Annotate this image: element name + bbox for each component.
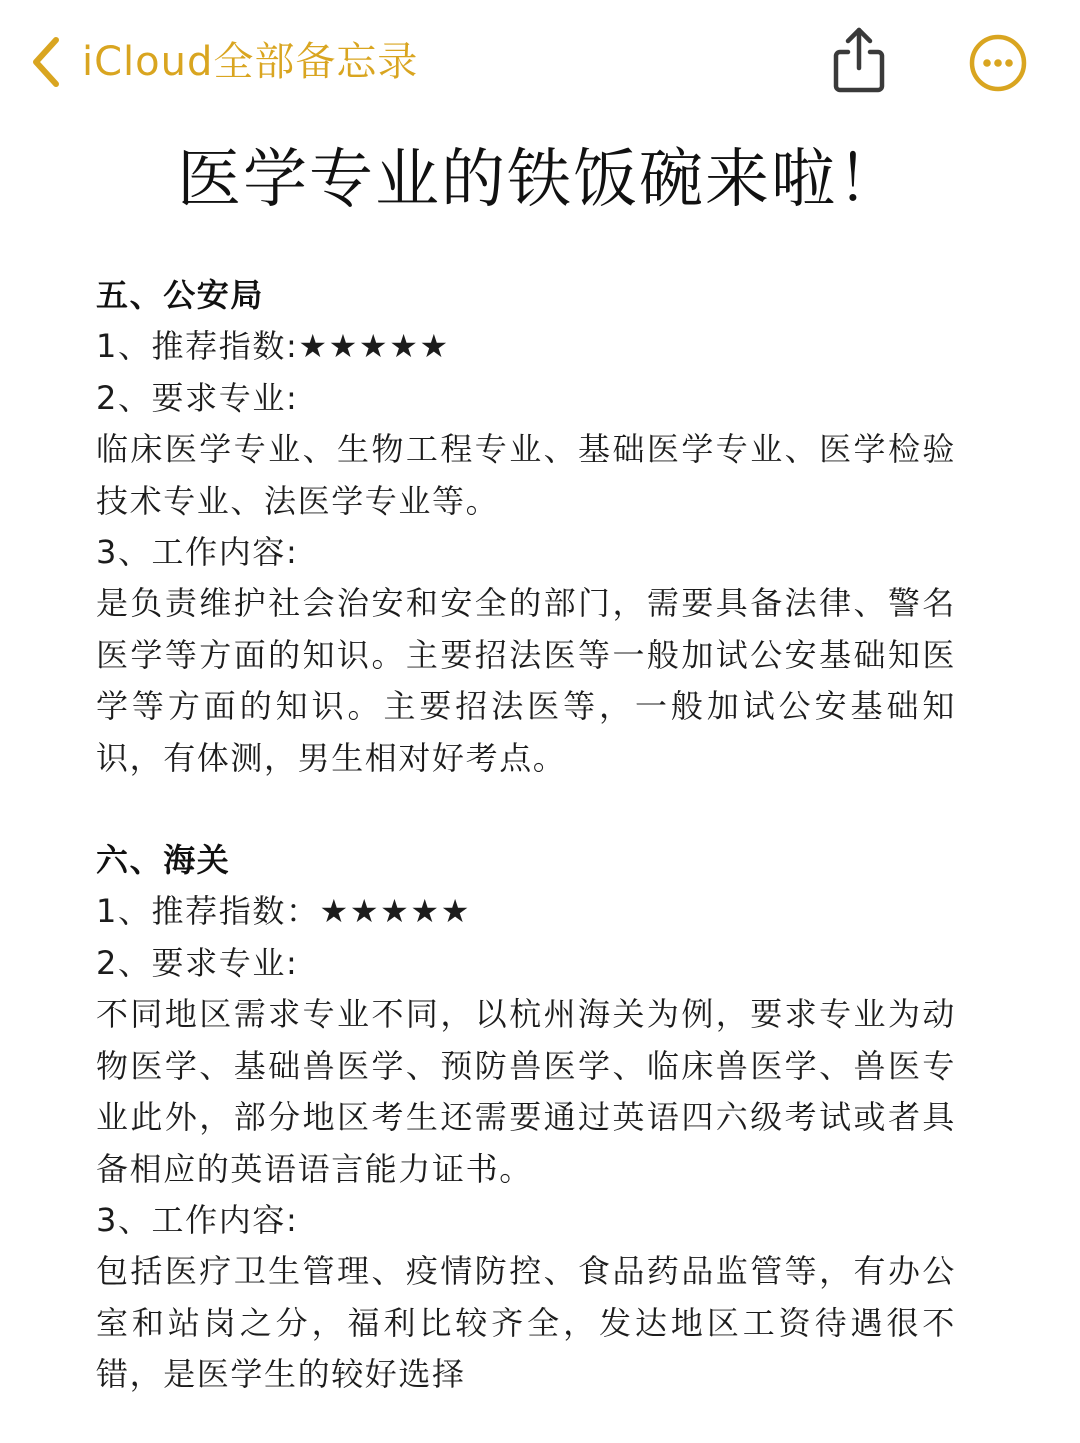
section-police [96,270,956,784]
more-icon [968,33,1028,93]
share-icon [828,26,890,96]
work-label: 3、工作内容: [96,533,299,572]
back-label: iCloud全部备忘录 [82,39,419,85]
section-heading: 五、公安局 [96,276,265,314]
work-label: 3、工作内容: [96,1200,299,1239]
section-heading: 六、海关 [96,841,231,880]
note-body[interactable] [96,270,956,1401]
back-button[interactable] [28,30,418,94]
navigation-bar [0,0,1080,120]
rating-line: 1、推荐指数:★★★★★ [96,327,450,366]
majors-text: 不同地区需求专业不同，以杭州海关为例，要求专业为动物医学、基础兽医学、预防兽医学、临床兽医学、兽医专业此外，部分地区考生还需要通过英语四六级考试或者具备相应的英语语言能力证书。 [96,995,956,1188]
rating-line: 1、推荐指数：★★★★★ [96,892,471,931]
blank-line [96,784,956,835]
chevron-left-icon [28,34,64,90]
more-button[interactable] [968,33,1028,93]
note-title: 医学专业的铁饭碗来啦！ [177,143,903,217]
work-text: 包括医疗卫生管理、疫情防控、食品药品监管等，有办公室和站岗之分，福利比较齐全，发达地区工资待遇很不错，是医学生的较好选择 [96,1252,956,1394]
work-text: 是负责维护社会治安和安全的部门，需要具备法律、警名医学等方面的知识。主要招法医等一般加试公安基础知医学等方面的知识。主要招法医等，一般加试公安基础知识，有体测，男生相对好考点。 [96,584,956,777]
majors-label: 2、要求专业: [96,378,299,417]
majors-text: 临床医学专业、生物工程专业、基础医学专业、医学检验技术专业、法医学专业等。 [96,430,956,520]
section-customs [96,835,956,1400]
share-button[interactable] [828,26,890,96]
majors-label: 2、要求专业: [96,943,299,982]
